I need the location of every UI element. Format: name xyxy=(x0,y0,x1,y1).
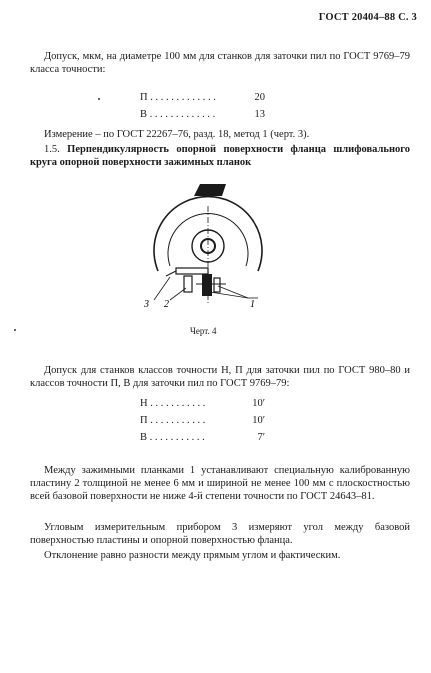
tolerance-class-label: В . . . . . . . . . . . . . xyxy=(140,109,216,120)
leader-line-2 xyxy=(170,288,186,300)
tolerance-value: 20 xyxy=(254,92,265,103)
leader-line-1 xyxy=(218,286,248,298)
clamping-bar xyxy=(214,278,220,292)
tolerance-value: 10′ xyxy=(252,398,265,409)
procedure-paragraph: Между зажимными планками 1 устанавливают специальную калиброванную пластину 2 толщиной не менее 6 мм и шириной не менее 100 мм с плоскостностью всей базовой поверхности не ниже 4-й степени точности по ГОСТ 24643–81. xyxy=(30,465,410,503)
tolerance-intro-paragraph-2: Допуск для станков классов точности Н, П для заточки пил по ГОСТ 980–80 и классов точности П, В для заточки пил по ГОСТ 9769–79: xyxy=(30,365,410,390)
tolerance-class-label: П . . . . . . . . . . . . . xyxy=(140,92,216,103)
section-number: 1.5. xyxy=(44,144,60,155)
tolerance-row-v xyxy=(140,432,265,443)
tolerance-value: 10′ xyxy=(252,415,265,426)
scan-speck xyxy=(98,98,100,100)
section-heading xyxy=(30,143,410,169)
measurement-method-paragraph: Угловым измерительным прибором 3 измеряют угол между базовой поверхностью пластины и опорной поверхностью фланца. xyxy=(30,522,410,547)
deviation-paragraph: Отклонение равно разности между прямым углом и фактическим. xyxy=(44,550,341,561)
clamping-bar xyxy=(202,274,212,296)
tolerance-value: 7′ xyxy=(257,432,265,443)
tolerance-row-p xyxy=(140,92,265,103)
guard-nozzle xyxy=(194,184,226,196)
tolerance-row-n xyxy=(140,398,265,409)
tolerance-value: 13 xyxy=(254,109,265,120)
section-title: Перпендикулярность опорной поверхности фланца шлифовального круга опорной поверхности зажимных планок xyxy=(30,144,410,169)
callout-1: 1 xyxy=(250,299,255,310)
callout-2: 2 xyxy=(164,299,169,310)
tolerance-table-2 xyxy=(140,398,265,443)
page-header: ГОСТ 20404–88 С. 3 xyxy=(318,12,417,23)
tolerance-table-1 xyxy=(140,92,265,120)
scan-speck xyxy=(14,329,16,331)
grinding-wheel-diagram xyxy=(130,176,280,316)
figure-caption: Черт. 4 xyxy=(190,326,217,336)
figure-4-drawing xyxy=(130,176,280,316)
measurement-paragraph: Измерение – по ГОСТ 22267–76, разд. 18, метод 1 (черт. 3). xyxy=(44,129,310,140)
tolerance-class-label: Н . . . . . . . . . . . xyxy=(140,398,206,409)
tolerance-class-label: В . . . . . . . . . . . xyxy=(140,432,205,443)
leader-line-3 xyxy=(154,277,170,300)
callout-3: 3 xyxy=(144,299,149,310)
calibrated-plate xyxy=(176,268,208,274)
instrument-body xyxy=(184,276,192,292)
instrument-arm xyxy=(166,271,176,276)
tolerance-row-v xyxy=(140,109,265,120)
tolerance-intro-paragraph: Допуск, мкм, на диаметре 100 мм для станков для заточки пил по ГОСТ 9769–79 класса точности: xyxy=(30,51,410,76)
leader-line-1b xyxy=(210,292,248,298)
tolerance-class-label: П . . . . . . . . . . . xyxy=(140,415,206,426)
tolerance-row-p xyxy=(140,415,265,426)
